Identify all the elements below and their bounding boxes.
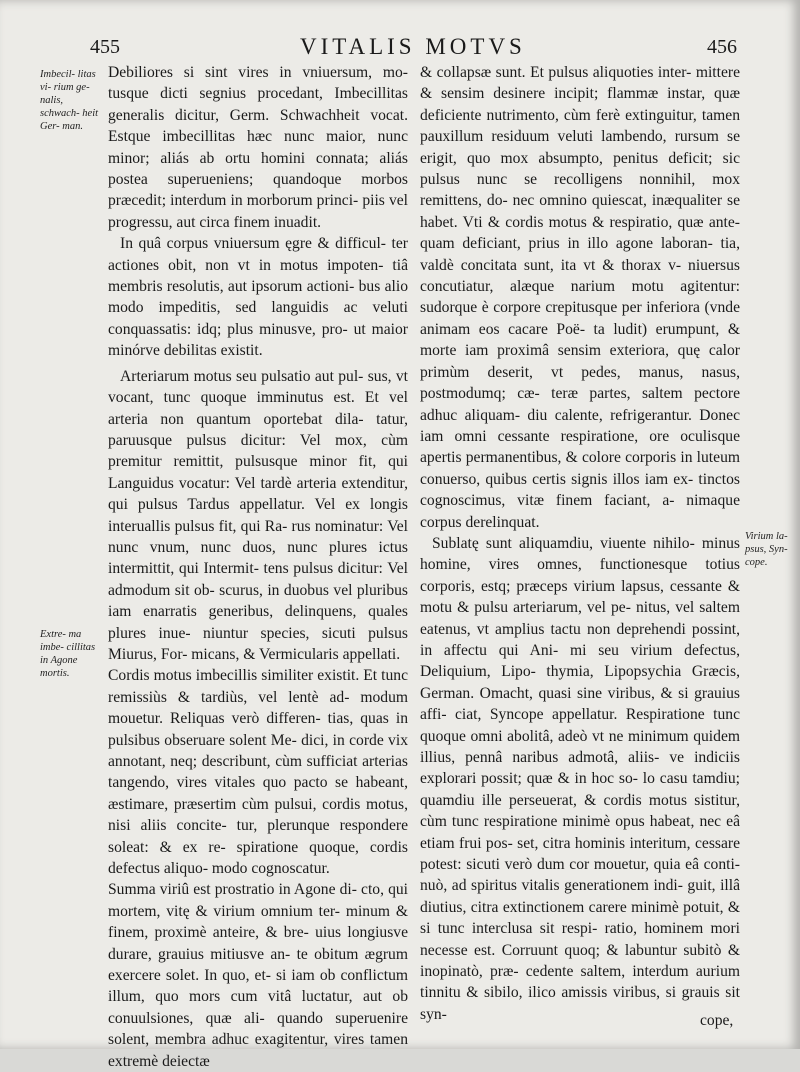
paragraph: Debiliores si sint vires in vniuersum, mo- tusque dicti segnius procedant, Imbecillitas generalis dicitur, Germ. Schwachheit vocat. Estque imbecillitas hæc nunc maior, nunc minor; aliás ab ortu homini connata; aliás postea superueniens; quandoque morbos præcedit; interdum in morborum princi- piis vel progressu, aut circa finem inuadit. [108,64,408,231]
paragraph: & collapsæ sunt. Et pulsus aliquoties inter- mittere & sensim desinere incipit; flammæ instar, quæ deficiente nutrimento, cùm ferè extinguitur, tamen pauxillum residuum veluti lambendo, rursum se erigit, quo mox absumpto, penitus deficit; sic pulsus nunc se recolligens nonnihil, mox remittens, do- nec omnino quiescat, inæqualiter se habet. Vti & cordis motus & respiratio, quæ ante- quam deficiant, prius in illo agone laboran- tia, valdè concitata sunt, ita vt & thorax v- niuersus concutiatur, alæque narium motu agitentur: sudorque è corpore crepitusque per inferiora (vnde animam eos cacare Poë- ta ludit) erumpunt, & morte iam proximâ sensim exteriora, quę calor primùm deserit, vt pedes, manus, nasus, postmodumq; cæ- teræ partes, saltem pectore adhuc aliquam- diu calente, refrigerantur. Donec iam omni cessante respiratione, ore oculisque apertis permanentibus, & colore corporis in luteum conuerso, quibus certis signis illos iam ex- tinctos cognoscimus, vitæ finem faciant, a- nimaque corpus derelinquat. [420,64,740,531]
running-title: VITALIS MOTVS [300,34,526,59]
left-text-column [108,62,408,1072]
paragraph: In quâ corpus vniuersum ęgre & difficul- ter actiones obit, non vt in motus impoten- tiâ membris resolutis, aut ipsorum actioni- bus alio modo impeditis, sed languidis ac veluti conquassatis: idq; plus minusve, pro- ut maior minórve debilitas existit. [108,235,408,360]
margin-note-extrema: Extre- ma imbe- cillitas in Agone mortis. [40,629,96,679]
right-text-column [420,62,740,1025]
paragraph: Cordis motus imbecillis similiter existit. Et tunc remissiùs & tardiùs, vel lentè ad- modum mouetur. Reliquas verò differen- tias, quas in pulsibus obseruare solent Me- dici, in corde vix annotant, neq; describunt, cùm sufficiat arterias tangendo, vires vitales quo pacto se habeant, æstimare, præsertim cùm pulsui, cordis motus, nisi aliis concite- tur, plerunque respondere soleat: & ex re- spiratione quoque, cordis defectus aliquo- modo cognoscatur. [108,667,408,878]
right-page-number: 456 [707,36,737,58]
left-page-number: 455 [90,36,120,58]
margin-note-imbecillitas: Imbecil- litas vi- rium ge- nalis, schwach- heit Ger- man. [40,69,99,132]
paragraph: Sublatę sunt aliquamdiu, viuente nihilo- minus homine, vires omnes, functionesque totius corporis, estq; præceps virium lapsus, cessante & motu & pulsu arteriarum, vel pe- nitus, vel saltem eatenus, vt amplius tactu non deprehendi possint, in affectu qui Ani- mi seu virium defectus, Deliquium, Lipo- thymia, Lipopsychia Græcis, German. Omacht, quasi sine viribus, & si grauius affi- ciat, Syncope appellatur. Respiratione tunc quoque omni abolitâ, adeò vt ne minimum quidem illius, pennâ naribus admotâ, aliis- ve indiciis explorari possit; quæ & in hoc so- lo casu tamdiu; quamdiu ille perseuerat, & cordis motus sistitur, cùm tunc respiratione minimè opus habeat, nec eâ etiam frui pos- set, citra hominis interitum, cessare potest: sicuti verò dum cor mouetur, quia eâ conti- nuò, ad spiritus vitalis generationem indi- guit, illâ diutius, citra extinctionem carere minimè potuit, & si tunc interclusa sit respi- ratio, hominem mori necesse est. Corruunt quoq; & labuntur subitò & inopinatò, præ- cedente saltem, interdum aurium tinnitu & sibilo, ilico amissis viribus, si grauis sit syn- [420,534,740,1023]
catchword: cope, [700,1012,734,1029]
paragraph: Summa viriû est prostratio in Agone di- cto, qui mortem, vitę & virium omnium ter- minum & finem, proximè anteire, & bre- uius longiusve durare, grauius mitiusve an- te obitum ægrum exercere solet. In quo, et- si iam ob conflictum illum, quo mors cum vitâ luctatur, aut ob conuulsiones, quæ ali- quando superuenire solent, membra adhuc exagitentur, vires tamen extremè deiectæ [108,881,408,1070]
paragraph: Arteriarum motus seu pulsatio aut pul- sus, vt vocant, tunc quoque imminutus est. Et vel arteria non quantum oportebat dila- tatur, paruusque pulsus dicitur: Vel mox, cùm premitur remittit, pulsusque minor fit, qui Languidus vocatur: Vel tardè arteria extenditur, qui pulsus Tardus appellatur. Vel ex longis interuallis pulsus fit, qui Ra- rus nominatur: Vel nunc vnum, nunc duos, nunc plures ictus intermittit, qui Intermit- tens pulsus dicitur: Vel admodum sit ob- scurus, in duobus vel pluribus iam enarratis generibus, delinquens, quales plures inue- niuntur species, sicuti pulsus Miurus, For- micans, & Vermicularis appellati. [108,367,408,663]
margin-note-virium: Virium la- psus, Syn- cope. [745,531,788,568]
running-header [0,32,800,62]
